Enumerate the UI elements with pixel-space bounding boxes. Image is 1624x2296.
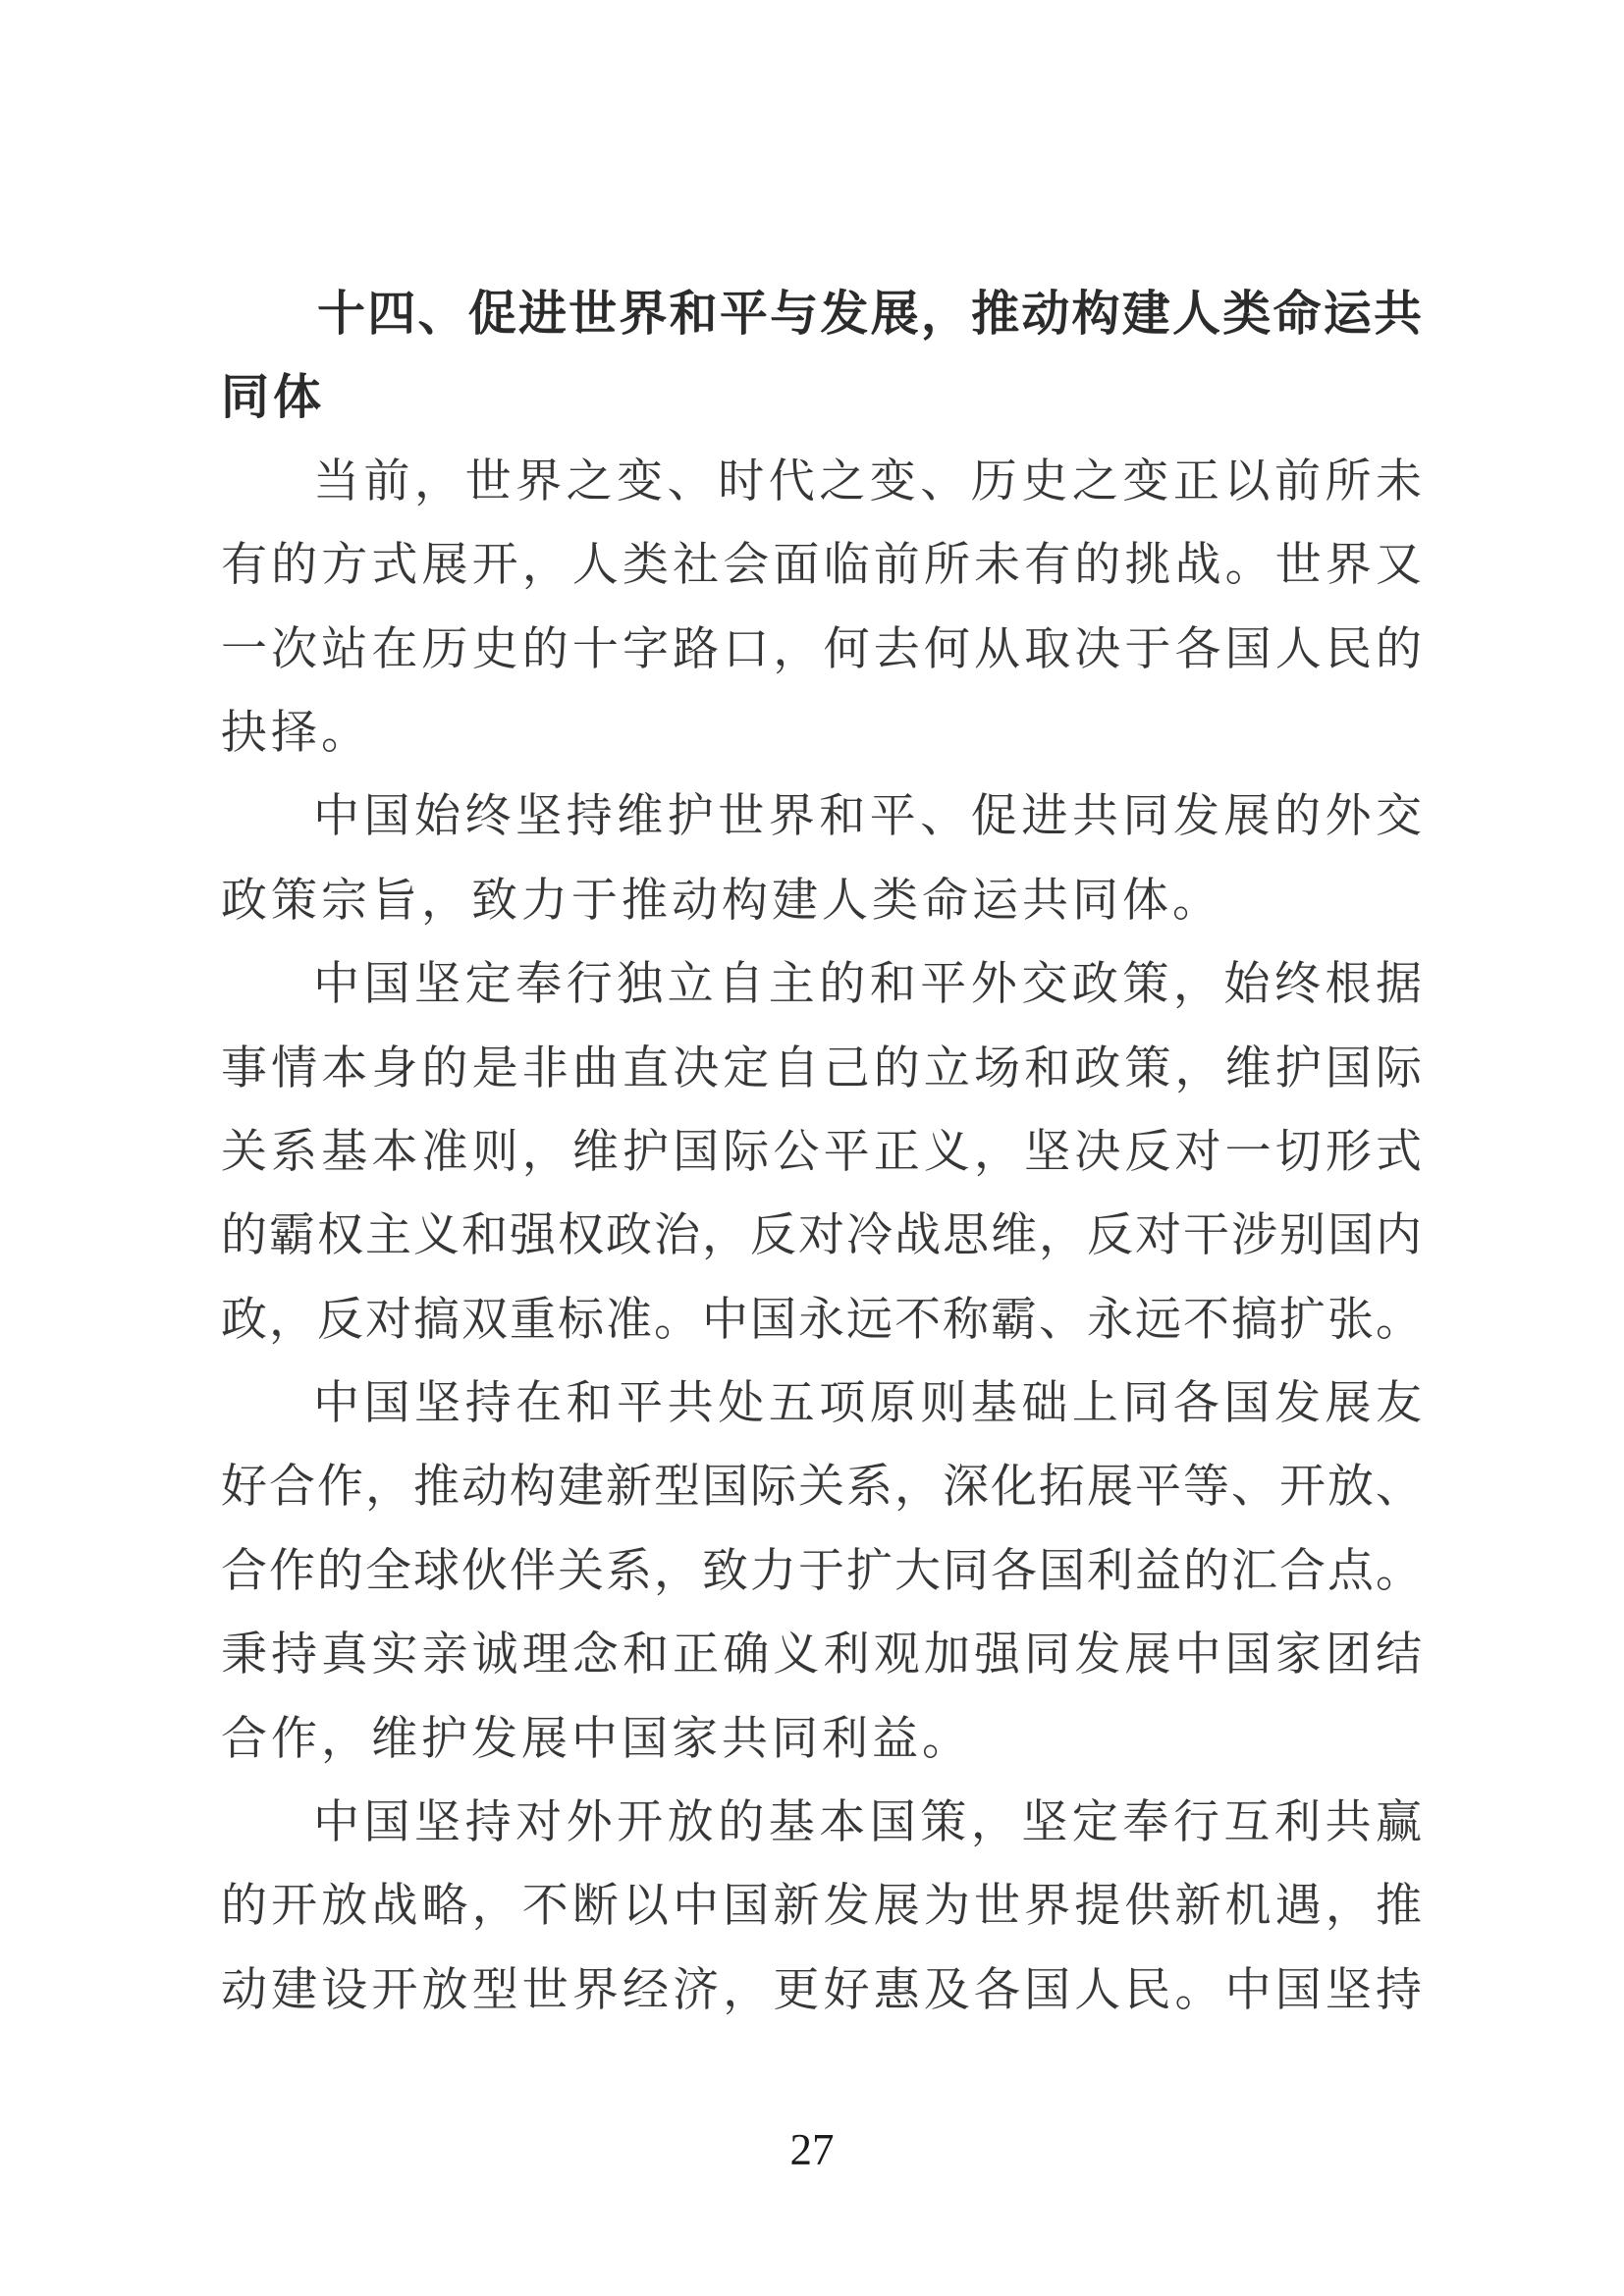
- text-line: 中国始终坚持维护世界和平、促进共同发展的外交: [313, 791, 1422, 843]
- text-line: 有的方式展开，人类社会面临前所未有的挑战。世界又: [221, 540, 1422, 592]
- paragraph: [221, 441, 1422, 776]
- section-heading: [221, 273, 1422, 441]
- paragraph: [221, 1782, 1422, 2033]
- text-line: 合作，维护发展中国家共同利益。: [221, 1713, 972, 1765]
- text-line: 好合作，推动构建新型国际关系，深化拓展平等、开放、: [221, 1462, 1422, 1514]
- text-line: 一次站在历史的十字路口，何去何从取决于各国人民的: [221, 623, 1422, 675]
- text-line: 中国坚持对外开放的基本国策，坚定奉行互利共赢: [313, 1797, 1422, 1849]
- text-line: 事情本身的是非曲直决定自己的立场和政策，维护国际: [221, 1042, 1422, 1095]
- text-line: 秉持真实亲诚理念和正确义利观加强同发展中国家团结: [221, 1629, 1422, 1682]
- paragraph: [221, 943, 1422, 1362]
- text-line: 中国坚持在和平共处五项原则基础上同各国发展友: [313, 1378, 1422, 1430]
- text-block: [221, 273, 1422, 2033]
- page-number: 27: [789, 2125, 835, 2174]
- text-line: 十四、促进世界和平与发展，推动构建人类命运共: [317, 288, 1422, 341]
- paragraph: [221, 1362, 1422, 1782]
- text-line: 政，反对搞双重标准。中国永远不称霸、永远不搞扩张。: [221, 1294, 1422, 1346]
- paragraph: [221, 775, 1422, 943]
- text-line: 中国坚定奉行独立自主的和平外交政策，始终根据: [313, 959, 1422, 1011]
- text-line: 的开放战略，不断以中国新发展为世界提供新机遇，推: [221, 1881, 1422, 1933]
- text-line: 政策宗旨，致力于推动构建人类命运共同体。: [221, 875, 1222, 927]
- text-line: 当前，世界之变、时代之变、历史之变正以前所未: [313, 455, 1422, 507]
- text-line: 的霸权主义和强权政治，反对冷战思维，反对干涉别国内: [221, 1210, 1422, 1262]
- text-line: 同体: [221, 371, 326, 425]
- text-line: 动建设开放型世界经济，更好惠及各国人民。中国坚持: [221, 1964, 1422, 2016]
- text-line: 关系基本准则，维护国际公平正义，坚决反对一切形式: [221, 1126, 1422, 1178]
- text-line: 合作的全球伙伴关系，致力于扩大同各国利益的汇合点。: [221, 1545, 1422, 1597]
- text-line: 抉择。: [221, 707, 371, 759]
